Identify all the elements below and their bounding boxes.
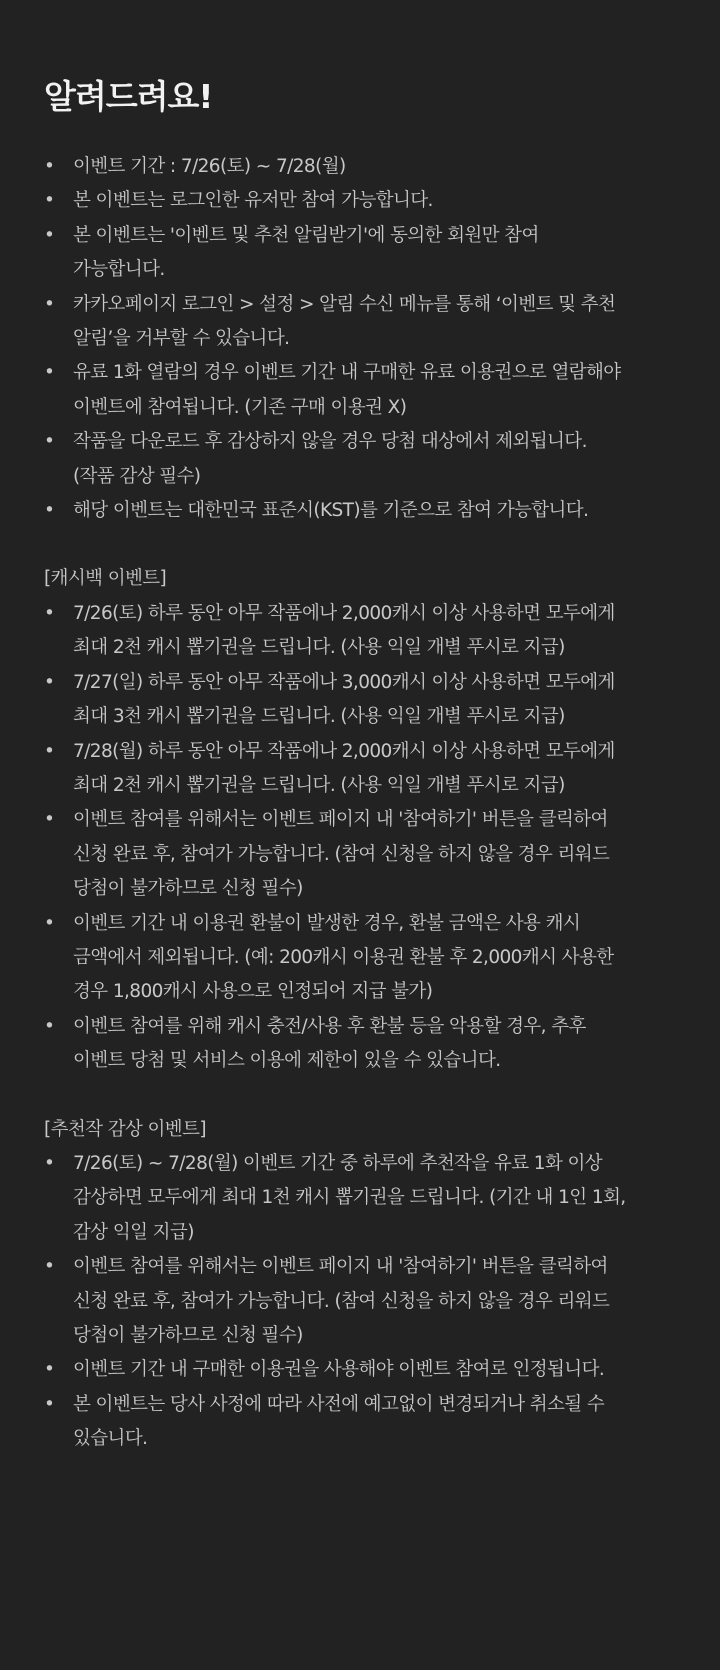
bullet: • xyxy=(44,1359,55,1381)
bullet: • xyxy=(44,293,55,315)
list-item xyxy=(44,803,712,906)
bullet: • xyxy=(44,1256,55,1278)
notice-title: 알려드려요! xyxy=(44,77,213,116)
cashback-section-heading: [캐시백 이벤트] xyxy=(44,568,167,590)
item-text: 해당 이벤트는 대한민국 표준시(KST)를 기준으로 참여 가능합니다. xyxy=(73,500,589,522)
list-item xyxy=(44,425,712,494)
bullet: • xyxy=(44,362,55,384)
list-item xyxy=(44,907,712,1010)
item-text: 이벤트 참여를 위해서는 이벤트 페이지 내 '참여하기' 버튼을 클릭하여 신청 완료 후, 참여가 가능합니다. (참여 신청을 하지 않을 경우 리워드 당첨이 불가하므로 신청 필수) xyxy=(73,809,610,900)
list-item xyxy=(44,666,712,735)
bullet: • xyxy=(44,740,55,762)
item-text: 이벤트 참여를 위해 캐시 충전/사용 후 환불 등을 악용할 경우, 추후 이벤트 당첨 및 서비스 이용에 제한이 있을 수 있습니다. xyxy=(73,1015,586,1072)
bullet: • xyxy=(44,431,55,453)
item-text: 이벤트 기간 내 구매한 이용권을 사용해야 이벤트 참여로 인정됩니다. xyxy=(73,1359,605,1381)
list-item xyxy=(44,184,712,218)
bullet: • xyxy=(44,224,55,246)
bullet: • xyxy=(44,1015,55,1037)
bullet: • xyxy=(44,602,55,624)
item-text: 이벤트 기간 : 7/26(토) ~ 7/28(월) xyxy=(73,156,346,177)
recommended-section-heading: [추천작 감상 이벤트] xyxy=(44,1118,206,1140)
bullet: • xyxy=(44,912,55,934)
item-text: 본 이벤트는 로그인한 유저만 참여 가능합니다. xyxy=(73,190,433,212)
bullet: • xyxy=(44,190,55,212)
bullet: • xyxy=(44,809,55,831)
item-text: 본 이벤트는 당사 사정에 따라 사전에 예고없이 변경되거나 취소될 수 있습니다. xyxy=(73,1393,605,1450)
list-item xyxy=(44,1010,712,1079)
list-item xyxy=(44,494,712,528)
list-item xyxy=(44,597,712,666)
item-text: 유료 1화 열람의 경우 이벤트 기간 내 구매한 유료 이용권으로 열람해야 이벤트에 참여됩니다. (기존 구매 이용권 X) xyxy=(73,362,621,418)
item-text: 카카오페이지 로그인 > 설정 > 알림 수신 메뉴를 통해 ‘이벤트 및 추천 알림’을 거부할 수 있습니다. xyxy=(73,293,616,350)
item-text: 7/27(일) 하루 동안 아무 작품에나 3,000캐시 이상 사용하면 모두에게 최대 3천 캐시 뽑기권을 드립니다. (사용 익일 개별 푸시로 지급) xyxy=(73,671,615,728)
bullet: • xyxy=(44,500,55,522)
item-text: 7/28(월) 하루 동안 아무 작품에나 2,000캐시 이상 사용하면 모두에게 최대 2천 캐시 뽑기권을 드립니다. (사용 익일 개별 푸시로 지급) xyxy=(73,740,615,796)
item-text: 본 이벤트는 '이벤트 및 추천 알림받기'에 동의한 회원만 참여 가능합니다. xyxy=(73,224,539,281)
cashback-notice-list xyxy=(44,597,712,1079)
list-item xyxy=(44,1250,712,1353)
item-text: 7/26(토) ~ 7/28(월) 이벤트 기간 중 하루에 추천작을 유료 1화 이상 감상하면 모두에게 최대 1천 캐시 뽑기권을 드립니다. (기간 내 1인 1회, 감상 익일 지급) xyxy=(73,1152,626,1243)
bullet: • xyxy=(44,1152,55,1174)
item-text: 이벤트 기간 내 이용권 환불이 발생한 경우, 환불 금액은 사용 캐시 금액에서 제외됩니다. (예: 200캐시 이용권 환불 후 2,000캐시 사용한 경우 1,800캐시 사용으로 인정되어 지급 불가) xyxy=(73,912,614,1003)
recommended-notice-list xyxy=(44,1147,712,1457)
list-item xyxy=(44,1353,712,1387)
item-text: 이벤트 참여를 위해서는 이벤트 페이지 내 '참여하기' 버튼을 클릭하여 신청 완료 후, 참여가 가능합니다. (참여 신청을 하지 않을 경우 리워드 당첨이 불가하므로 신청 필수) xyxy=(73,1256,610,1346)
bullet: • xyxy=(44,156,55,177)
list-item xyxy=(44,288,712,357)
list-item xyxy=(44,1388,712,1457)
list-item xyxy=(44,356,712,425)
list-item xyxy=(44,219,712,288)
general-notice-list xyxy=(44,150,712,528)
list-item xyxy=(44,735,712,804)
list-item xyxy=(44,1147,712,1250)
bullet: • xyxy=(44,1393,55,1415)
item-text: 작품을 다운로드 후 감상하지 않을 경우 당첨 대상에서 제외됩니다. (작품 감상 필수) xyxy=(73,431,587,487)
bullet: • xyxy=(44,671,55,693)
item-text: 7/26(토) 하루 동안 아무 작품에나 2,000캐시 이상 사용하면 모두에게 최대 2천 캐시 뽑기권을 드립니다. (사용 익일 개별 푸시로 지급) xyxy=(73,602,615,659)
list-item xyxy=(44,150,712,184)
